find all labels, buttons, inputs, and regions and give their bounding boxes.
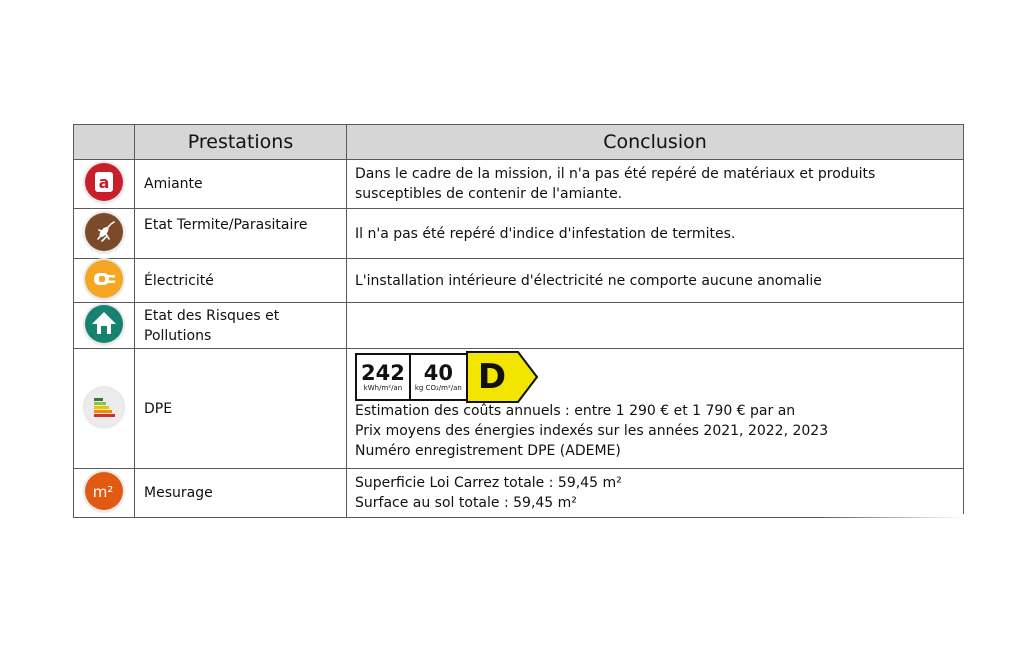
dpe-ghg-unit: kg CO₂/m²/an [414,383,462,392]
table-row-termites [74,209,964,259]
scan-artifact [820,514,964,522]
termite-icon [85,213,123,251]
dpe-label [355,353,955,401]
dpe-ghg [409,355,466,399]
diagnostics-summary-table [73,124,964,518]
svg-text:a: a [98,173,110,192]
table-row-amiante [74,160,964,209]
header-conclusion: Conclusion [347,125,964,160]
conclusion-text: Dans le cadre de la mission, il n'a pas été repéré de matériaux et produits susceptibles de contenir de l'amiante. [347,160,964,209]
dpe-price-years: Prix moyens des énergies indexés sur les années 2021, 2022, 2023 [355,423,829,439]
floor-surface: Surface au sol totale : 59,45 m² [355,495,577,511]
conclusion-text: L'installation intérieure d'électricité ne comporte aucune anomalie [347,259,964,303]
header-icon-column [74,125,135,160]
table-row-erp [74,303,964,349]
prestation-name: Mesurage [135,469,347,518]
dpe-energy-unit: kWh/m²/an [363,383,403,392]
table-row-mesurage [74,469,964,518]
electricity-plug-icon [85,260,123,298]
prestation-name: Amiante [135,160,347,209]
energy-rating-icon [85,388,123,426]
prestation-name: Etat Termite/Parasitaire [135,209,347,259]
dpe-ghg-value: 40 [423,360,453,385]
prestation-name: DPE [135,349,347,469]
conclusion-text [347,303,964,349]
conclusion-text: Il n'a pas été repéré d'indice d'infestation de termites. [347,209,964,259]
table-row-dpe [74,349,964,469]
house-risk-icon [85,305,123,343]
table-row-electricite [74,259,964,303]
dpe-cost-estimate: Estimation des coûts annuels : entre 1 290 € et 1 790 € par an [355,403,796,419]
prestation-name: Électricité [135,259,347,303]
dpe-class-letter: D [477,357,507,397]
dpe-energy-value: 242 [361,360,405,385]
header-prestations: Prestations [135,125,347,160]
header-row [74,125,964,160]
dpe-details [355,401,955,461]
square-meter-icon-text: m² [92,483,114,501]
carrez-surface: Superficie Loi Carrez totale : 59,45 m² [355,475,622,491]
asbestos-icon [85,163,123,201]
square-meter-icon [85,472,123,510]
dpe-energy [357,355,409,399]
dpe-ademe-number: Numéro enregistrement DPE (ADEME) [355,443,621,459]
prestation-name: Etat des Risques et Pollutions [135,303,347,349]
dpe-class-badge [466,351,538,403]
